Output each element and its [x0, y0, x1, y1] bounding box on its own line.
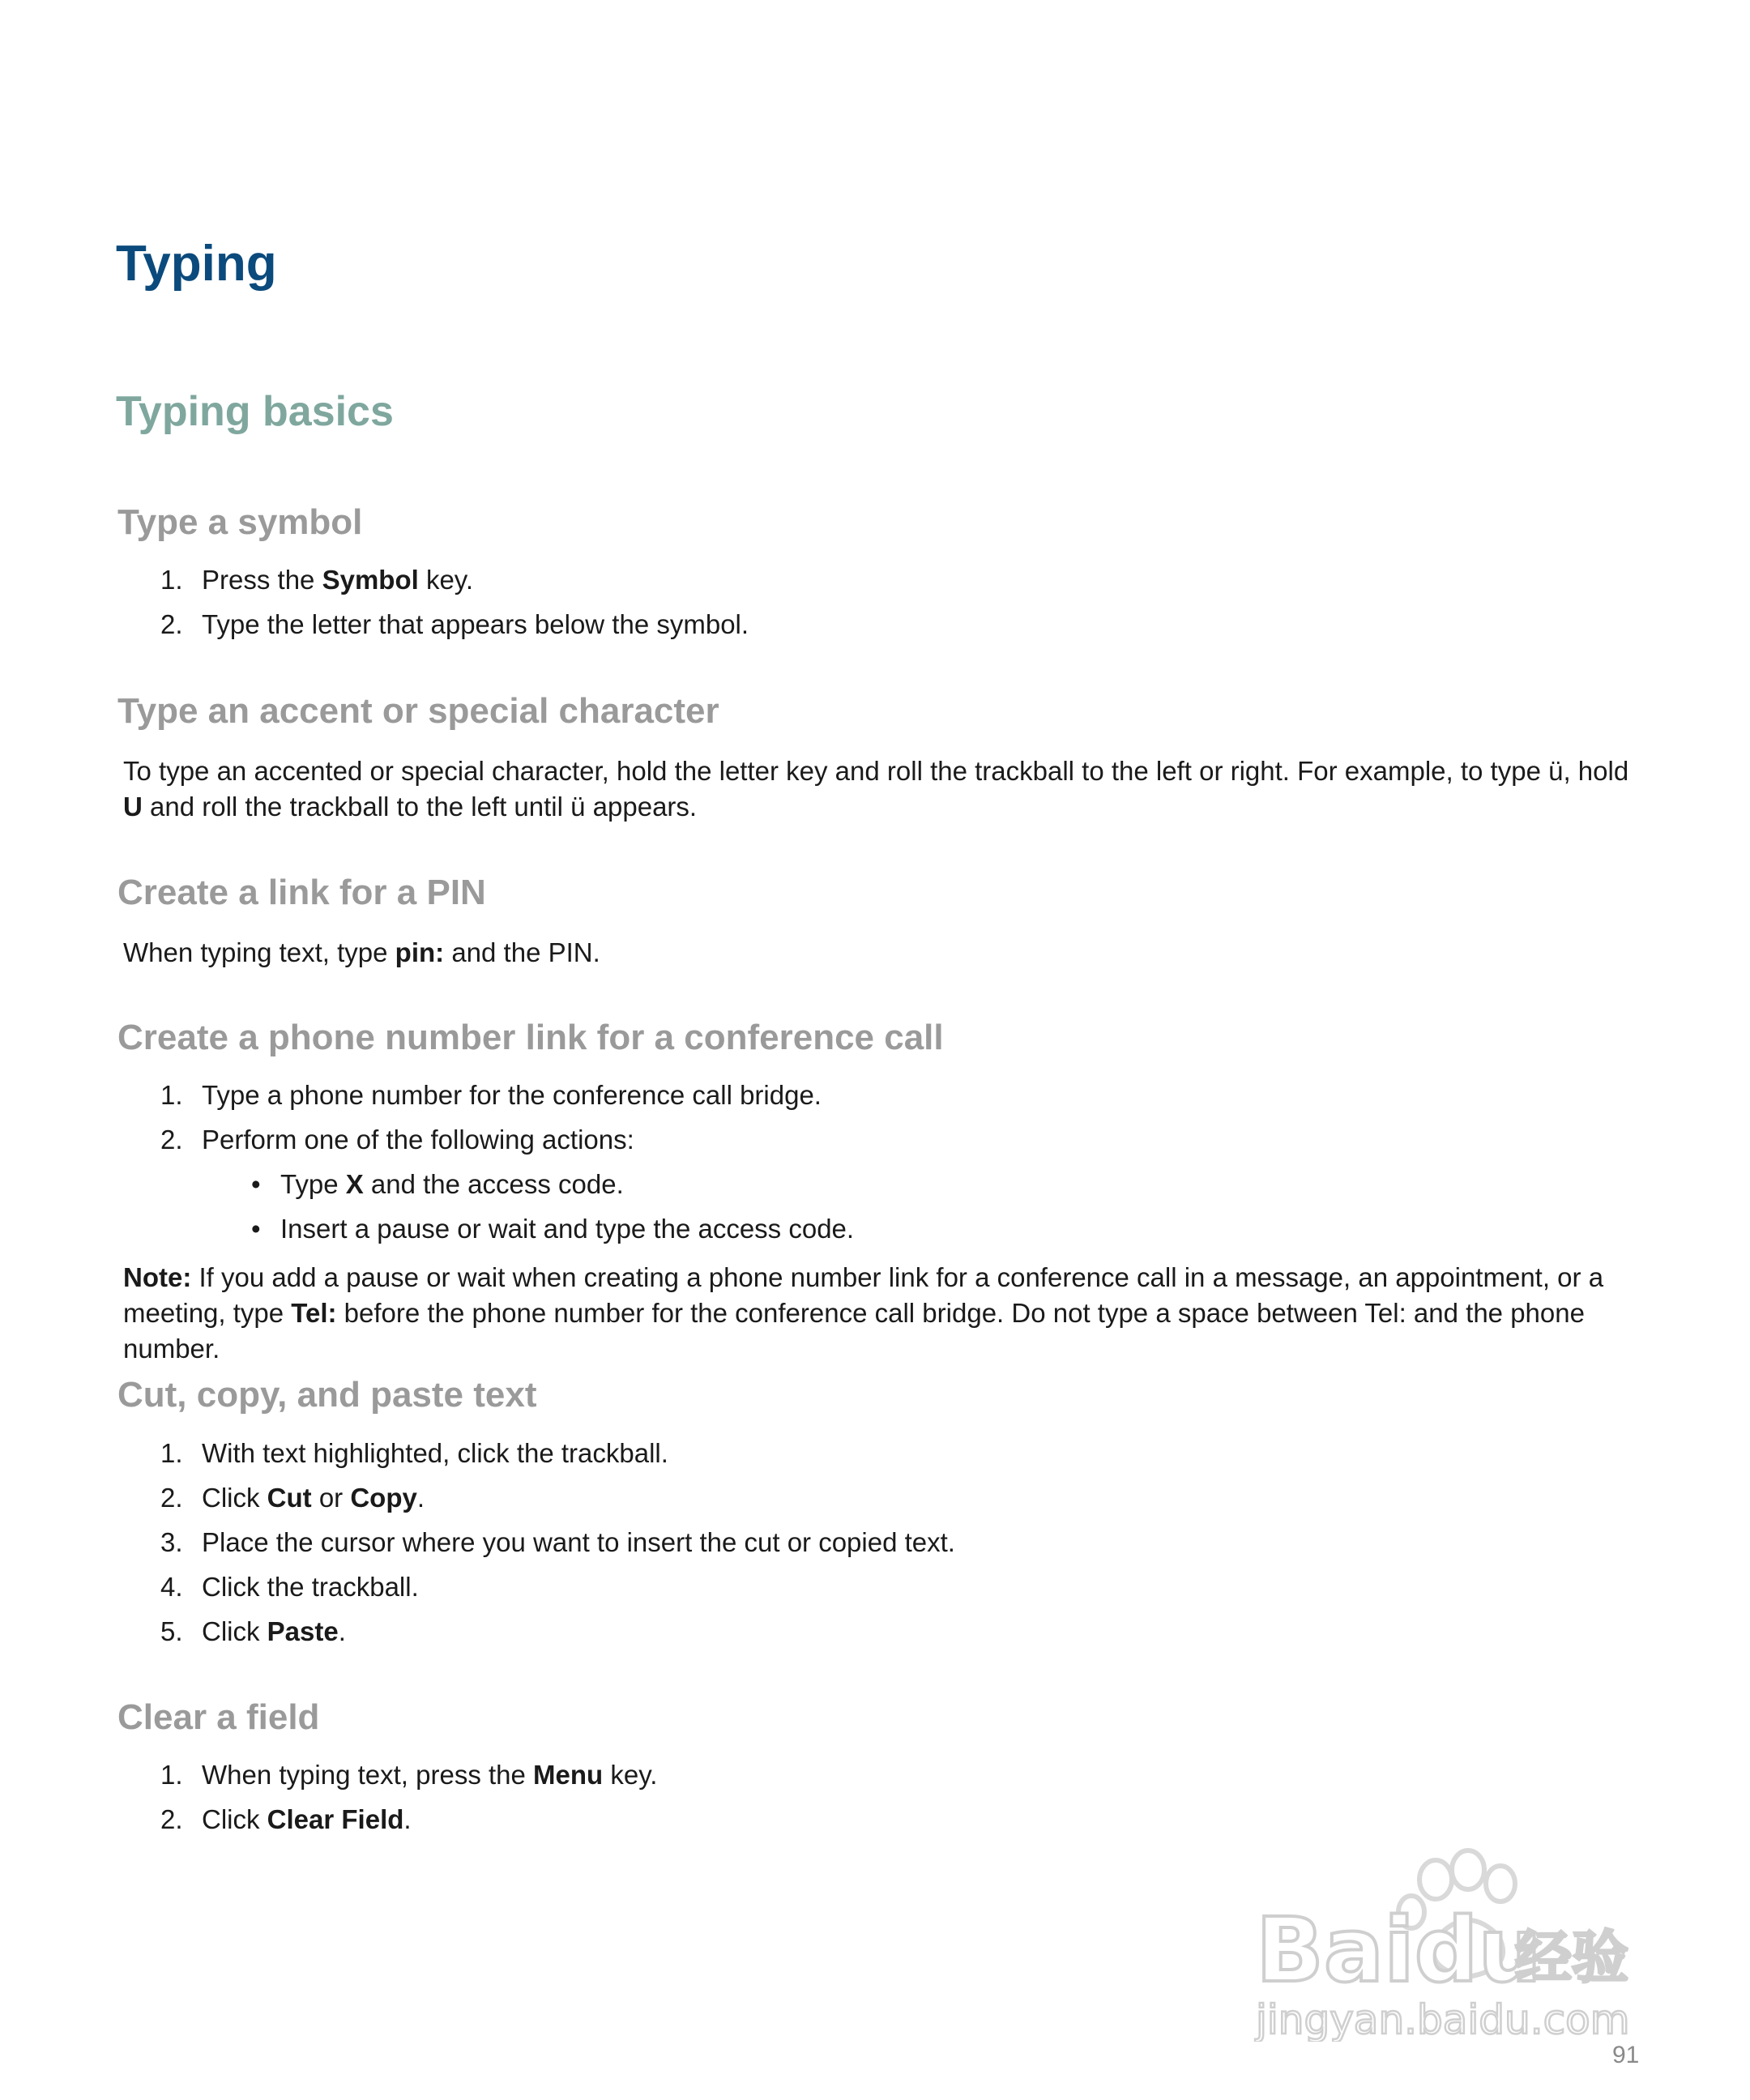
baidu-watermark	[1248, 1839, 1661, 2042]
watermark-brand: Baidu	[1256, 1898, 1542, 2002]
topic-title-conference: Create a phone number link for a conference call	[117, 1018, 944, 1057]
note-label: Note:	[123, 1262, 192, 1292]
topic-title-type-symbol: Type a symbol	[117, 502, 363, 542]
steps-type-symbol	[0, 562, 1701, 651]
list-item: 4. Click the trackball.	[160, 1572, 419, 1602]
list-item: 1. When typing text, press the Menu key.	[160, 1760, 658, 1790]
section-title: Typing basics	[116, 388, 394, 435]
list-item: 5. Click Paste.	[160, 1616, 346, 1646]
note-paragraph: Note: If you add a pause or wait when creating a phone number link for a conference call in a message, an appointment, or a meeting, type Tel: before the phone number for the conference call bridge. Do not type a space between Tel: and the phone number.	[123, 1262, 1604, 1364]
page-number: 91	[1612, 2042, 1640, 2068]
topic-title-cut-copy-paste: Cut, copy, and paste text	[117, 1375, 537, 1415]
list-item: 2. Click Cut or Copy.	[160, 1483, 425, 1513]
list-item: 2. Click Clear Field.	[160, 1804, 412, 1834]
topic-title-accent: Type an accent or special character	[117, 691, 719, 731]
accent-paragraph: To type an accented or special character, hold the letter key and roll the trackball to the left or right. For example, to type ü, hold U and roll the trackball to the left until ü appears.	[123, 756, 1629, 822]
steps-conference	[0, 1078, 1701, 1167]
list-item: 2. Perform one of the following actions:	[160, 1125, 634, 1155]
chapter-title: Typing	[116, 236, 277, 292]
list-item: • Type X and the access code.	[251, 1169, 624, 1199]
list-item: 1. Type a phone number for the conference call bridge.	[160, 1080, 822, 1110]
list-item: 1. Press the Symbol key.	[160, 565, 474, 595]
topic-title-pin: Create a link for a PIN	[117, 873, 486, 912]
list-item: 3. Place the cursor where you want to insert the cut or copied text.	[160, 1527, 955, 1557]
list-item: 1. With text highlighted, click the trackball.	[160, 1438, 668, 1468]
bullets-conference	[0, 1167, 854, 1256]
list-item: • Insert a pause or wait and type the access code.	[251, 1214, 855, 1244]
pin-paragraph: When typing text, type pin: and the PIN.	[123, 937, 600, 967]
steps-cut-copy-paste	[0, 1436, 1701, 1658]
topic-title-clear-field: Clear a field	[117, 1697, 320, 1737]
watermark-suffix: 经验	[1515, 1924, 1628, 1991]
steps-clear-field	[0, 1757, 1701, 1846]
watermark-url: jingyan.baidu.com	[1256, 1996, 1630, 2042]
list-item: 2. Type the letter that appears below the symbol.	[160, 609, 749, 639]
